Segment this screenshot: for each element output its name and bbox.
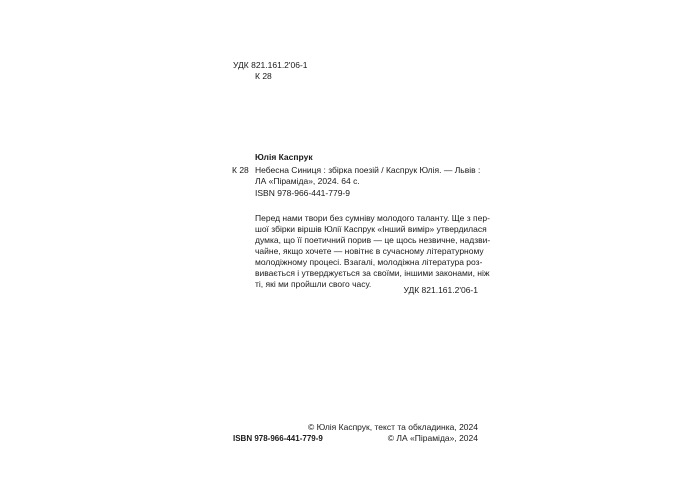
- annotation-line: Перед нами твори без сумніву молодого таланту. Ще з пер-: [255, 213, 490, 223]
- annotation-line: вивається і утверджується за своїми, іншими законами, ніж: [255, 268, 490, 278]
- annotation-udk: УДК 821.161.2'06-1: [403, 285, 478, 295]
- annotation-line: шої збірки віршів Юлії Каспрук «Інший вимір» утвердилася: [255, 224, 487, 234]
- catalog-isbn: ISBN 978-966-441-779-9: [255, 188, 350, 198]
- copyright-line: © Юлія Каспрук, текст та обкладинка, 2024: [308, 422, 478, 432]
- footer-isbn: ISBN 978-966-441-779-9: [233, 434, 323, 443]
- catalog-line: Небесна Синиця : збірка поезій / Каспрук Юлія. — Львів :: [255, 165, 481, 175]
- author-mark-code: К 28: [255, 71, 272, 81]
- udk-header: [233, 60, 308, 82]
- copyright-block: [308, 422, 478, 444]
- copyright-line: © ЛА «Піраміда», 2024: [387, 433, 478, 443]
- udk-code: УДК 821.161.2'06-1: [233, 60, 308, 70]
- catalog-line: ЛА «Піраміда», 2024. 64 с.: [255, 176, 360, 186]
- catalog-description: [255, 165, 481, 199]
- annotation-line: думка, що її поетичний порив — це щось незвичне, надзви-: [255, 235, 491, 245]
- annotation: [255, 213, 491, 290]
- catalog-side-code: К 28: [232, 165, 249, 175]
- catalog-author: Юлія Каспрук: [255, 152, 313, 162]
- annotation-line: ті, які ми пройшли свого часу.: [255, 279, 372, 289]
- annotation-line: молодіжному процесі. Взагалі, молодіжна література роз-: [255, 257, 483, 267]
- annotation-line: чайне, якщо хочете — новітнє в сучасному літературному: [255, 246, 484, 256]
